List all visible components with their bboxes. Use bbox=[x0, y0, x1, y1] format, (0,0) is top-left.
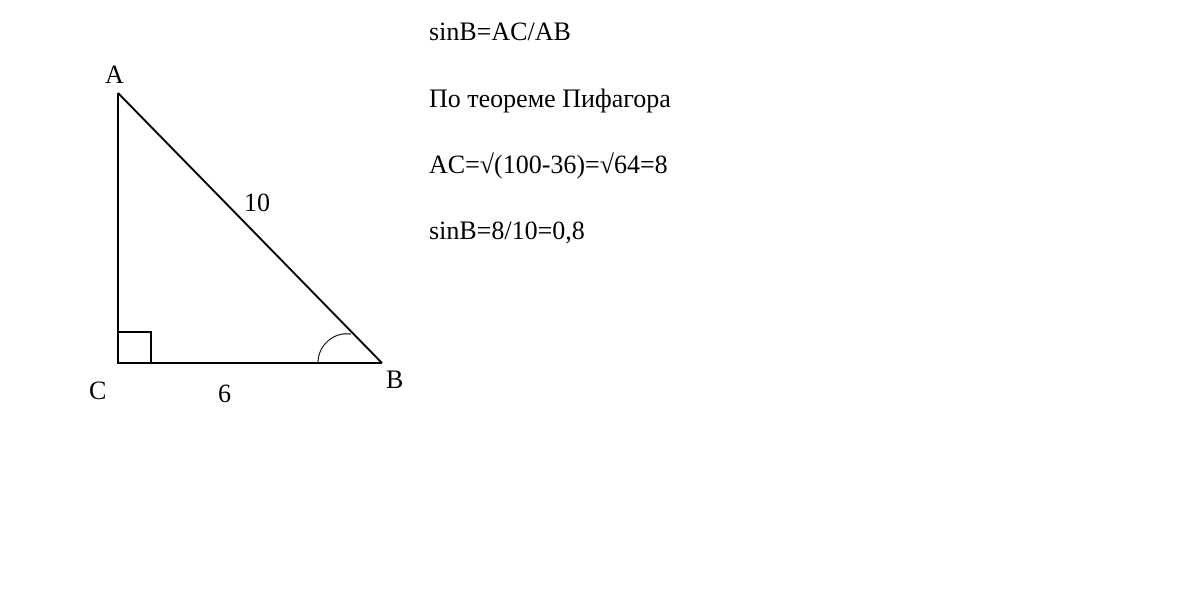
solution-line-sin-formula: sinB=AC/AB bbox=[429, 17, 571, 46]
solution-line-pythagoras: По теореме Пифагора bbox=[429, 84, 671, 113]
side-label-ab: 10 bbox=[244, 188, 270, 217]
solution-line-sin-result: sinB=8/10=0,8 bbox=[429, 216, 585, 245]
vertex-label-a: A bbox=[105, 60, 124, 89]
vertex-label-c: C bbox=[89, 376, 107, 405]
side-label-cb: 6 bbox=[218, 379, 231, 408]
side-ab bbox=[118, 93, 382, 363]
right-angle-marker bbox=[118, 332, 151, 363]
vertex-label-b: B bbox=[386, 365, 404, 394]
angle-b-arc bbox=[318, 334, 351, 362]
solution-line-ac-calc: AC=√(100-36)=√64=8 bbox=[429, 150, 668, 179]
